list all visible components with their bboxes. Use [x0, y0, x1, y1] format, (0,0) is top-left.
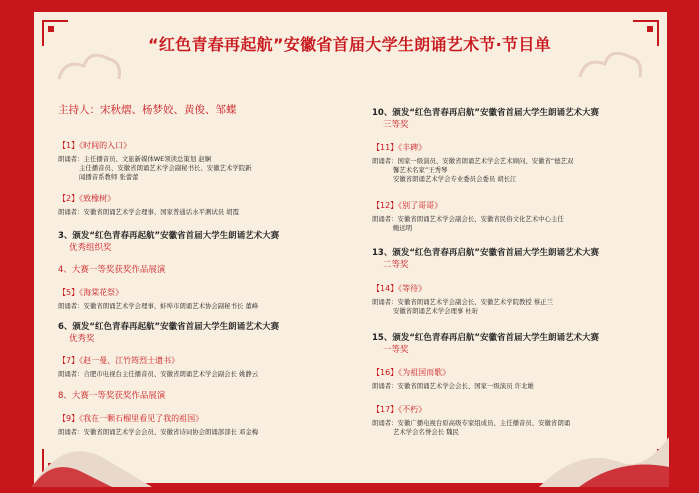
program-item-title: 3、颁发“红色青春再起航”安徽省首届大学生朗诵艺术大赛 [58, 231, 280, 241]
performer-line: 安徽省朗诵艺术学会专业委员会委员 胡长江 [393, 175, 517, 184]
award-name: 优秀组织奖 [69, 243, 112, 253]
performer-line: 朗诵者：安徽省朗诵艺术学会理事、蚌埠市朗诵艺术协会副秘书长 董峰 [58, 302, 259, 310]
performer-line: 朗诵者：合肥市电视台主任播音员、安徽省朗诵艺术学会副会长 姚静云 [58, 370, 259, 378]
performer-line: 朗诵者：安徽省朗诵艺术学会会员、安徽省诗词协会朗诵部部长 邓金梅 [58, 428, 259, 436]
award-name: 二等奖 [383, 260, 409, 270]
hosts-line: 主持人：宋秋熠、杨梦姣、黄俊、邹蝶 [58, 104, 237, 116]
program-item [372, 142, 573, 185]
performer-line: 朗诵者：安徽省朗诵艺术学会会长、国家一级演员 许北雄 [372, 382, 534, 390]
program-item [372, 106, 599, 130]
program-item [58, 229, 279, 253]
program-item-title: 6、颁发“红色青春再起航”安徽省首届大学生朗诵艺术大赛 [58, 322, 280, 332]
program-item-title: 【17】《不朽》 [372, 405, 427, 414]
award-name: 优秀奖 [69, 334, 95, 344]
program-item [58, 320, 279, 344]
award-name: 三等奖 [383, 120, 409, 130]
performer-line: 朗诵者：安徽广播电视台原高级专家组成员、主任播音员、安徽省朗诵 [372, 419, 571, 427]
program-item-title: 4、大赛一等奖获奖作品展演 [58, 265, 166, 275]
program-item-title: 15、颁发“红色青春再启航”安徽省首届大学生朗诵艺术大赛 [372, 333, 600, 343]
program-item [372, 331, 599, 355]
performer-line: 安徽省朗诵艺术学会理事 杜珩 [393, 307, 479, 316]
program-item-title: 【16】《为祖国而歌》 [372, 368, 451, 377]
performer-line: 主任播音员、安徽省朗诵艺术学会副秘书长、安徽艺术学院新 [79, 164, 252, 173]
award-name: 一等奖 [383, 345, 409, 355]
program-item [372, 246, 599, 270]
program-item [58, 263, 165, 275]
program-item [372, 283, 553, 316]
performer-line: 朗诵者：安徽省朗诵艺术学会理事、国家普通话水平测试员 胡霞 [58, 208, 239, 216]
performer-line: 朗诵者：主任播音员、文旅新媒体WE领读总策划 赵娴 [58, 155, 211, 163]
program-item-title: 【14】《等待》 [372, 284, 427, 293]
performer-line: 馨艺术名家”王秀琴 [393, 166, 448, 175]
program-item [58, 193, 239, 217]
program-item-title: 8、大赛一等奖获奖作品展演 [58, 391, 166, 401]
program-item [372, 367, 534, 391]
performer-line: 闻播音系教师 张蕾蕾 [79, 173, 139, 182]
page-title: “红色青春再起航”安徽省首届大学生朗诵艺术节·节目单 [148, 35, 551, 54]
program-item-title: 【2】《致橡树》 [58, 194, 116, 203]
program-item [58, 355, 258, 379]
performer-line: 朗诵者：安徽省朗诵艺术学会副会长、安徽艺术学院教授 蔡正兰 [372, 298, 553, 306]
program-item [58, 413, 258, 437]
program-item [372, 200, 564, 233]
program-item-title: 【11】《丰碑》 [372, 143, 427, 152]
program-item [58, 389, 165, 401]
program-item [58, 140, 252, 183]
performer-line: 朗诵者：安徽省朗诵艺术学会副会长、安徽省民俗文化艺术中心主任 [372, 215, 564, 223]
performer-line: 朗诵者：国家一级演员、安徽省朗诵艺术学会艺术顾问、安徽省“德艺双 [372, 157, 574, 165]
program-item [58, 287, 258, 311]
program-item-title: 【12】《别了哥哥》 [372, 201, 443, 210]
performer-line: 艺术学会名誉会长 魏民 [393, 428, 459, 437]
program-item [372, 404, 570, 437]
program-item-title: 13、颁发“红色青春再启航”安徽省首届大学生朗诵艺术大赛 [372, 248, 600, 258]
program-item-title: 【1】《时间的入口》 [58, 141, 132, 150]
program-item-title: 【5】《海棠花祭》 [58, 288, 124, 297]
program-item-title: 10、颁发“红色青春再启航”安徽省首届大学生朗诵艺术大赛 [372, 108, 600, 118]
program-item-title: 【9】《我在一颗石榴里看见了我的祖国》 [58, 414, 204, 423]
program-item-title: 【7】《赵一曼、江竹筠烈士遗书》 [58, 356, 180, 365]
performer-line: 鲍远明 [393, 224, 413, 233]
